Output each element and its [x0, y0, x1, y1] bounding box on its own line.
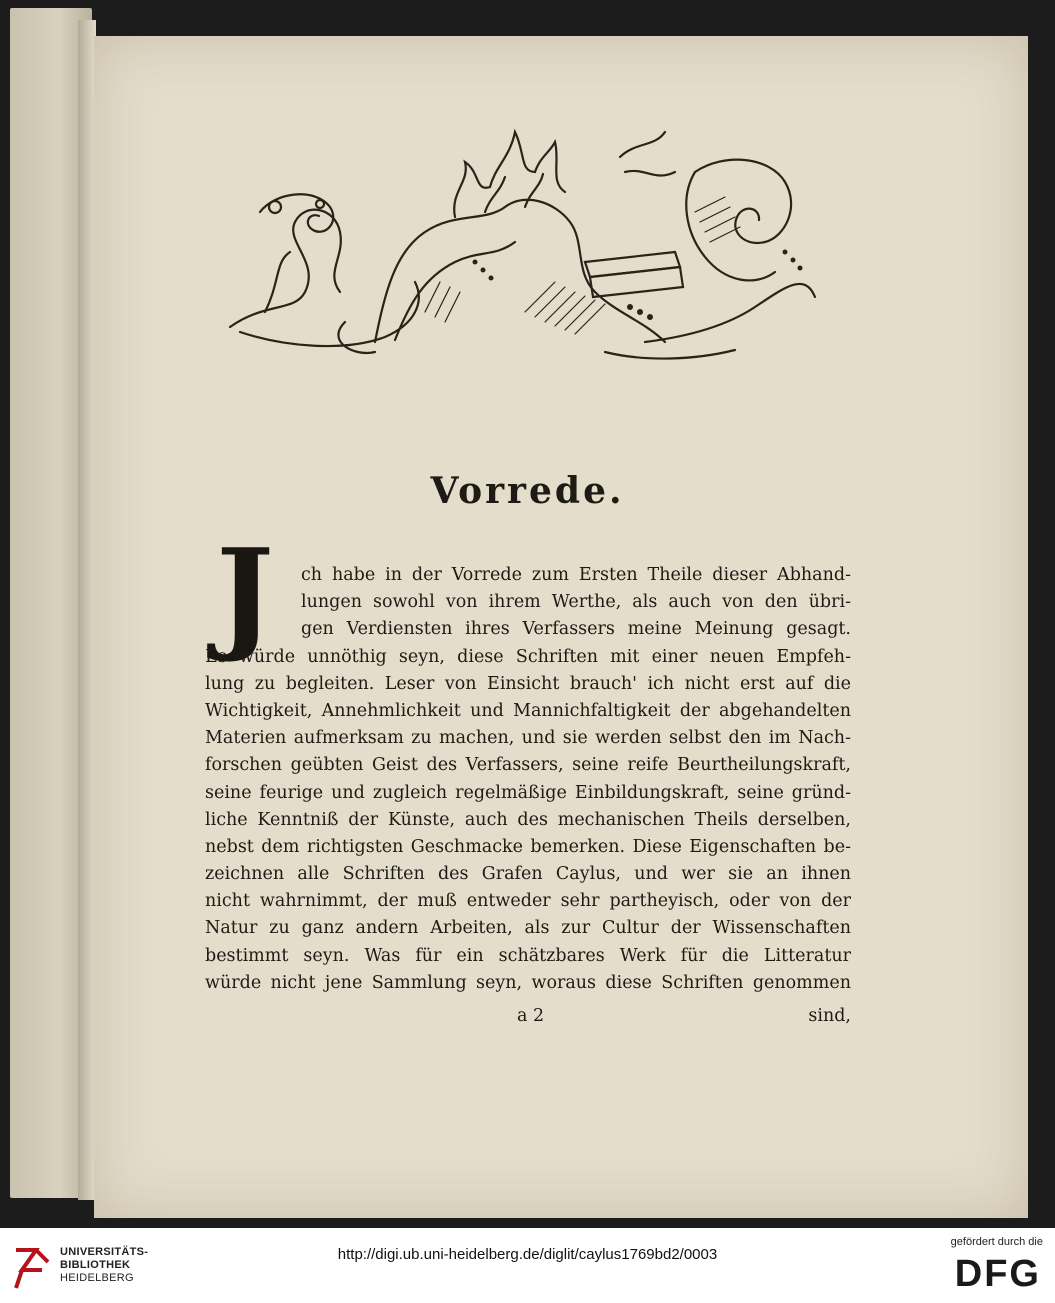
text-line: Materien aufmerksam zu machen, und sie werden selbst den im Nach- [205, 728, 851, 749]
text-line: gen Verdiensten ihres Verfassers meine Meinung gesagt. [301, 619, 851, 640]
funding-label: gefördert durch die [950, 1236, 1043, 1248]
text-line: lung zu begleiten. Leser von Einsicht brauch' ich nicht erst auf die [205, 673, 851, 694]
drop-cap-initial: J [216, 521, 274, 665]
text-line: zeichnen alle Schriften des Grafen Caylus, und wer sie an ihnen [205, 864, 851, 885]
text-line: nebst dem richtigsten Geschmacke bemerken. Diese Eigenschaften be- [205, 836, 851, 857]
viewer-footer-bar [0, 1228, 1055, 1303]
page-title: Vorrede. [430, 470, 625, 512]
text-line: Es würde unnöthig seyn, diese Schriften mit einer neuen Empfeh- [205, 646, 851, 667]
body-text [205, 562, 851, 997]
text-line: bestimmt seyn. Was für ein schätzbares Werk für die Litteratur [205, 945, 851, 966]
text-line: lungen sowohl von ihrem Werthe, als auch von den übri- [301, 592, 851, 613]
permalink-url[interactable]: http://digi.ub.uni-heidelberg.de/diglit/caylus1769bd2/0003 [337, 1246, 718, 1263]
text-line: nicht wahrnimmt, der muß entweder sehr partheyisch, oder von der [205, 891, 851, 912]
text-line: forschen geübten Geist des Verfassers, seine reife Beurtheilungskraft, [205, 755, 851, 776]
library-name-line: BIBLIOTHEK [60, 1259, 131, 1271]
signature-mark: a 2 [517, 1006, 545, 1026]
text-line: würde nicht jene Sammlung seyn, woraus diese Schriften genommen [205, 972, 851, 993]
rococo-vignette-ornament [225, 112, 825, 374]
library-name-line: UNIVERSITÄTS- [60, 1246, 149, 1258]
catchword: sind, [808, 1006, 851, 1026]
text-line: seine feurige und zugleich regelmäßige Einbildungskraft, seine gründ- [205, 782, 851, 803]
text-line: ch habe in der Vorrede zum Ersten Theile dieser Abhand- [301, 565, 851, 585]
text-line: liche Kenntniß der Künste, auch des mechanischen Theils derselben, [205, 809, 851, 830]
library-name-line: HEIDELBERG [60, 1272, 134, 1284]
dfg-logo[interactable]: DFG [954, 1253, 1041, 1295]
text-line: Wichtigkeit, Annehmlichkeit und Mannichfaltigkeit der abgehandelten [205, 700, 851, 721]
text-line: Natur zu ganz andern Arbeiten, als zur Cultur der Wissenschaften [205, 918, 851, 939]
page-footer-line [205, 1006, 851, 1034]
